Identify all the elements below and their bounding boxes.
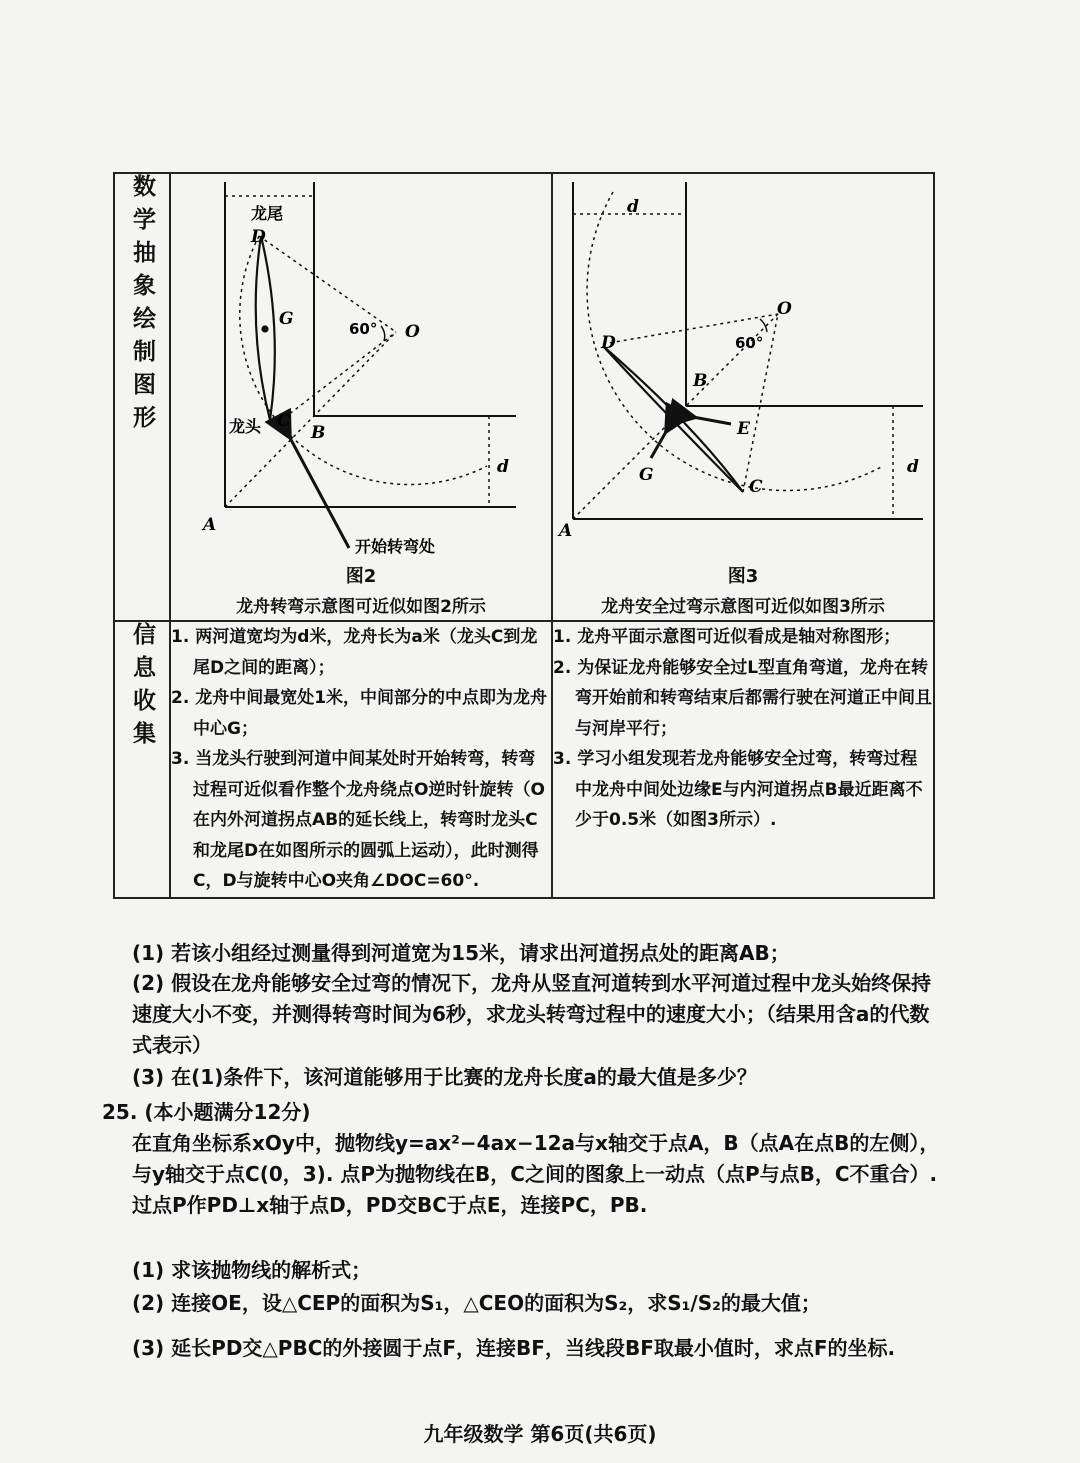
- row-label-figures-text: 数学抽象绘制图形: [129, 174, 155, 438]
- figure-2-number: 图2: [345, 566, 377, 587]
- info-table: [113, 172, 935, 899]
- info-right-item: 3. 学习小组发现若龙舟能够安全过弯，转弯过程中龙舟中间处边缘E与内河道拐点B最近距离不少于0.5米（如图3所示）.: [553, 749, 923, 830]
- arrow-E: [693, 417, 731, 424]
- label-head: 龙头: [229, 417, 262, 436]
- start-turn-arrow: [289, 436, 349, 548]
- figure-2: [171, 174, 551, 620]
- point-C-3: C: [749, 477, 763, 497]
- q25-part2: (2) 连接OE，设△CEP的面积为S₁，△CEO的面积为S₂，求S₁/S₂的最大值；: [132, 1291, 821, 1315]
- info-right-item: 2. 为保证龙舟能够安全过L型直角弯道，龙舟在转弯开始前和转弯结束后都需行驶在河道正中间且与河岸平行；: [553, 657, 932, 739]
- point-D-3: D: [601, 333, 616, 353]
- construction-lines-3: [573, 192, 893, 519]
- angle-label-3: 60°: [735, 334, 764, 352]
- label-d-top: d: [627, 197, 639, 217]
- figure-3-number: 图3: [727, 566, 759, 587]
- figure-2-cell: [170, 173, 552, 621]
- q25-header: 25. (本小题满分12分): [102, 1100, 311, 1124]
- info-right: [552, 621, 934, 898]
- row-label-figures: [114, 173, 170, 621]
- river-banks: [225, 182, 516, 507]
- figure-3-cell: [552, 173, 934, 621]
- page-footer: 九年级数学 第6页(共6页): [423, 1422, 657, 1446]
- info-left-item: 1. 两河道宽均为d米，龙舟长为a米（龙头C到龙尾D之间的距离）；: [171, 627, 538, 678]
- row-label-info-text: 信息收集: [129, 622, 155, 754]
- info-right-item: 1. 龙舟平面示意图可近似看成是轴对称图形；: [553, 627, 901, 647]
- angle-arc: [381, 326, 385, 341]
- point-O-3: O: [777, 299, 792, 319]
- q24-part3: (3) 在(1)条件下，该河道能够用于比赛的龙舟长度a的最大值是多少？: [132, 1065, 757, 1089]
- figure-3-caption: 龙舟安全过弯示意图可近似如图3所示: [601, 597, 885, 617]
- point-G-3: G: [639, 465, 654, 485]
- info-left: [170, 621, 552, 898]
- info-left-item: 3. 当龙头行驶到河道中间某处时开始转弯，转弯过程可近似看作整个龙舟绕点O逆时针旋转（O在内外河道拐点AB的延长线上，转弯时龙头C和龙尾D在如图所示的圆弧上运动），此时测得C，D与旋转中心O夹角∠DOC=60°.: [171, 749, 545, 891]
- point-B-3: B: [693, 371, 708, 391]
- dragon-boat-3: [603, 346, 743, 492]
- q25-part1: (1) 求该抛物线的解析式；: [132, 1258, 372, 1282]
- row-label-info: [114, 621, 170, 898]
- arrow-G: [651, 430, 667, 458]
- label-d-right: d: [907, 457, 919, 477]
- label-tail: 龙尾: [251, 204, 284, 223]
- point-G: G: [279, 309, 294, 329]
- q25-part3: (3) 延长PD交△PBC的外接圆于点F，连接BF，当线段BF取最小值时，求点F的坐标.: [132, 1336, 896, 1360]
- label-d: d: [497, 457, 509, 477]
- q24-part2: (2) 假设在龙舟能够安全过弯的情况下，龙舟从竖直河道转到水平河道过程中龙头始终保持速度大小不变，并测得转弯时间为6秒，求龙头转弯过程中的速度大小；（结果用含a的代数式表示）: [132, 971, 932, 1057]
- point-E: E: [737, 419, 750, 439]
- point-D: D: [251, 227, 266, 247]
- point-A: A: [203, 515, 217, 535]
- point-O: O: [405, 322, 420, 342]
- angle-label: 60°: [349, 320, 378, 338]
- q25-stem: 在直角坐标系xOy中，抛物线y=ax²−4ax−12a与x轴交于点A，B（点A在点B的左侧），与y轴交于点C(0，3). 点P为抛物线在B，C之间的图象上一动点（点P与点B，C不重合）. 过点P作PD⊥x轴于点D，PD交BC于点E，连接PC，PB.: [132, 1131, 940, 1217]
- point-C: C: [277, 411, 291, 431]
- q24-part1: (1) 若该小组经过测量得到河道宽为15米，请求出河道拐点处的距离AB；: [132, 941, 790, 965]
- figure-3: [553, 174, 933, 620]
- label-start: 开始转弯处: [355, 537, 436, 556]
- point-B: B: [311, 423, 326, 443]
- info-left-item: 2. 龙舟中间最宽处1米，中间部分的中点即为龙舟中心G；: [171, 688, 548, 739]
- figure-2-caption: 龙舟转弯示意图可近似如图2所示: [236, 597, 486, 617]
- point-A-3: A: [559, 521, 573, 541]
